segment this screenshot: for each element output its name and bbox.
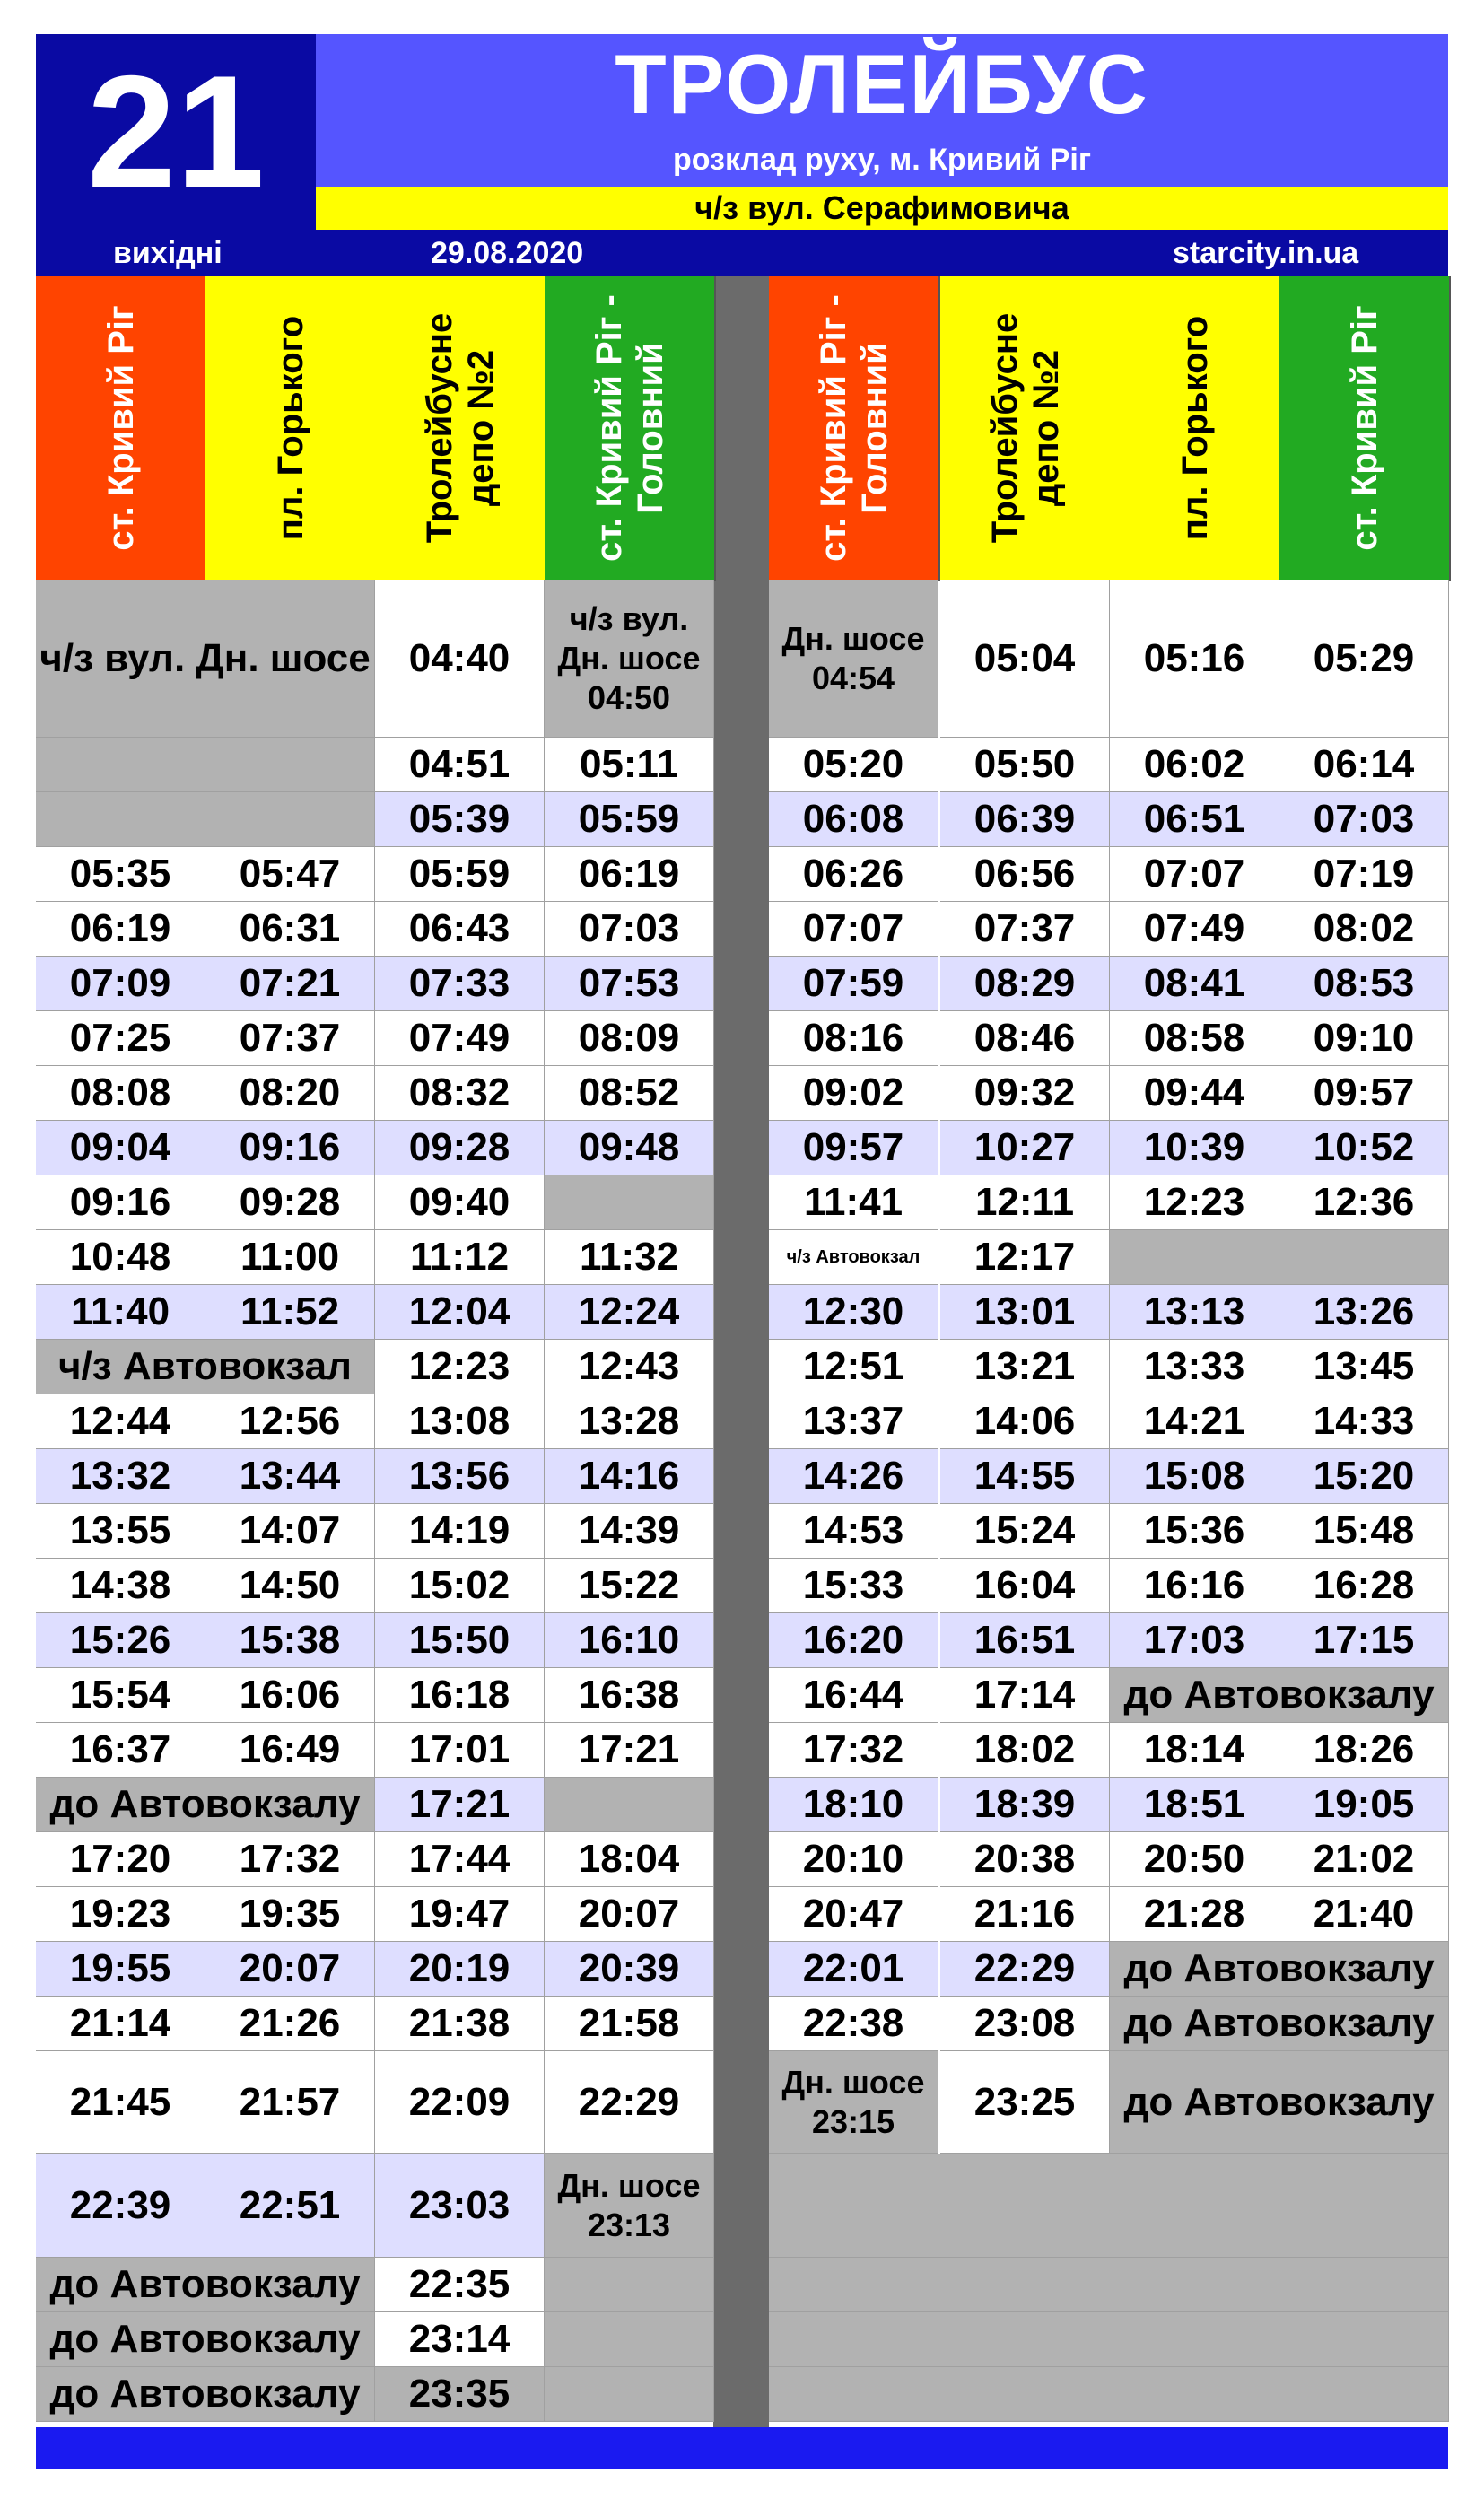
departure-time: 09:28 bbox=[205, 1175, 375, 1230]
departure-time: 08:09 bbox=[545, 1011, 714, 1066]
departure-time: 12:24 bbox=[545, 1285, 714, 1340]
departure-time: 13:56 bbox=[375, 1449, 545, 1504]
departure-time: 16:16 bbox=[1110, 1559, 1279, 1613]
departure-time: 07:49 bbox=[1110, 902, 1279, 957]
departure-time: 22:29 bbox=[940, 1942, 1110, 1997]
departure-time: 19:35 bbox=[205, 1887, 375, 1942]
departure-time: 20:10 bbox=[769, 1832, 938, 1887]
departure-time: 15:08 bbox=[1110, 1449, 1279, 1504]
departure-time: 08:41 bbox=[1110, 957, 1279, 1011]
stop-name: Тролейбусне депо №2 bbox=[419, 312, 501, 544]
footer-bar bbox=[36, 2427, 1448, 2469]
departure-time: 06:19 bbox=[545, 847, 714, 902]
departure-time: 12:51 bbox=[769, 1340, 938, 1394]
departure-time: 22:09 bbox=[375, 2051, 545, 2154]
departure-time: 21:26 bbox=[205, 1997, 375, 2051]
departure-time: 13:32 bbox=[36, 1449, 205, 1504]
schedule-date: 29.08.2020 bbox=[431, 236, 584, 270]
stop-name: пл. Горького bbox=[1174, 315, 1215, 541]
departure-time: 18:10 bbox=[769, 1778, 938, 1832]
departure-time: 16:18 bbox=[375, 1668, 545, 1723]
departure-time: 06:51 bbox=[1110, 792, 1279, 847]
departure-time: 12:11 bbox=[940, 1175, 1110, 1230]
departure-time: 13:55 bbox=[36, 1504, 205, 1559]
empty-cell bbox=[36, 738, 375, 792]
departure-time: 12:44 bbox=[36, 1394, 205, 1449]
departure-time: 06:02 bbox=[1110, 738, 1279, 792]
page-title: ТРОЛЕЙБУС bbox=[615, 37, 1149, 131]
route-note: до Автовокзалу bbox=[1110, 1997, 1449, 2051]
departure-time: 13:08 bbox=[375, 1394, 545, 1449]
page-subtitle: розклад руху, м. Кривий Ріг bbox=[672, 143, 1092, 177]
departure-time: 07:53 bbox=[545, 957, 714, 1011]
departure-time: 08:08 bbox=[36, 1066, 205, 1121]
route-note: до Автовокзалу bbox=[36, 2312, 375, 2367]
departure-time: 17:44 bbox=[375, 1832, 545, 1887]
departure-time: 09:32 bbox=[940, 1066, 1110, 1121]
departure-time: 08:02 bbox=[1279, 902, 1449, 957]
departure-time: 19:23 bbox=[36, 1887, 205, 1942]
departure-time: 06:43 bbox=[375, 902, 545, 957]
departure-time: 11:40 bbox=[36, 1285, 205, 1340]
departure-time: 07:07 bbox=[1110, 847, 1279, 902]
departure-time: 14:06 bbox=[940, 1394, 1110, 1449]
departure-time: 12:23 bbox=[375, 1340, 545, 1394]
departure-time: 13:21 bbox=[940, 1340, 1110, 1394]
departure-time: 21:02 bbox=[1279, 1832, 1449, 1887]
departure-time: 17:01 bbox=[375, 1723, 545, 1778]
departure-time: 05:11 bbox=[545, 738, 714, 792]
departure-time: 11:41 bbox=[769, 1175, 938, 1230]
departure-time: 16:20 bbox=[769, 1613, 938, 1668]
departure-time: 07:59 bbox=[769, 957, 938, 1011]
departure-time: 08:16 bbox=[769, 1011, 938, 1066]
departure-time: 21:57 bbox=[205, 2051, 375, 2154]
departure-time: 14:19 bbox=[375, 1504, 545, 1559]
departure-time: 07:33 bbox=[375, 957, 545, 1011]
departure-time: 15:26 bbox=[36, 1613, 205, 1668]
stop-name: ст. Кривий Ріг bbox=[1344, 305, 1384, 551]
departure-time: 21:38 bbox=[375, 1997, 545, 2051]
empty-cell bbox=[769, 2154, 1449, 2258]
departure-time: 18:04 bbox=[545, 1832, 714, 1887]
departure-time: 13:01 bbox=[940, 1285, 1110, 1340]
departure-time: 09:04 bbox=[36, 1121, 205, 1175]
departure-time: 15:48 bbox=[1279, 1504, 1449, 1559]
departure-time: 05:39 bbox=[375, 792, 545, 847]
stop-header bbox=[205, 276, 377, 581]
departure-time: 15:24 bbox=[940, 1504, 1110, 1559]
departure-time: 06:14 bbox=[1279, 738, 1449, 792]
departure-time: 12:43 bbox=[545, 1340, 714, 1394]
departure-time: 22:01 bbox=[769, 1942, 938, 1997]
departure-time: 16:28 bbox=[1279, 1559, 1449, 1613]
stop-name: ст. Кривий Ріг - Головний bbox=[589, 294, 670, 562]
departure-time: 05:50 bbox=[940, 738, 1110, 792]
departure-time: 12:23 bbox=[1110, 1175, 1279, 1230]
stop-header bbox=[940, 276, 1112, 581]
departure-time: 14:26 bbox=[769, 1449, 938, 1504]
departure-time: 15:02 bbox=[375, 1559, 545, 1613]
departure-time: 12:30 bbox=[769, 1285, 938, 1340]
departure-time: 14:16 bbox=[545, 1449, 714, 1504]
departure-time: 20:39 bbox=[545, 1942, 714, 1997]
departure-time: 17:20 bbox=[36, 1832, 205, 1887]
empty-cell bbox=[545, 1175, 714, 1230]
day-type: вихідні bbox=[113, 236, 223, 270]
departure-time: 21:58 bbox=[545, 1997, 714, 2051]
departure-time: 05:16 bbox=[1110, 580, 1279, 738]
departure-time: 20:38 bbox=[940, 1832, 1110, 1887]
departure-time: 16:38 bbox=[545, 1668, 714, 1723]
departure-time: 13:13 bbox=[1110, 1285, 1279, 1340]
departure-time: 09:10 bbox=[1279, 1011, 1449, 1066]
departure-time: 09:57 bbox=[1279, 1066, 1449, 1121]
departure-time: 18:14 bbox=[1110, 1723, 1279, 1778]
departure-time: 05:29 bbox=[1279, 580, 1449, 738]
departure-time: 07:37 bbox=[940, 902, 1110, 957]
departure-time: 07:09 bbox=[36, 957, 205, 1011]
departure-time: 23:14 bbox=[375, 2312, 545, 2367]
departure-time: 14:39 bbox=[545, 1504, 714, 1559]
empty-cell bbox=[545, 2258, 714, 2312]
departure-time: 07:03 bbox=[1279, 792, 1449, 847]
departure-time: 05:20 bbox=[769, 738, 938, 792]
route-note: до Автовокзалу bbox=[36, 2367, 375, 2422]
route-note: Дн. шосе 23:13 bbox=[545, 2154, 714, 2258]
stop-name: ст. Кривий Ріг - Головний bbox=[813, 294, 895, 562]
departure-time: 11:32 bbox=[545, 1230, 714, 1285]
empty-cell bbox=[769, 2258, 1449, 2312]
departure-time: 22:39 bbox=[36, 2154, 205, 2258]
departure-time: 08:29 bbox=[940, 957, 1110, 1011]
departure-time: 06:31 bbox=[205, 902, 375, 957]
departure-time: 11:00 bbox=[205, 1230, 375, 1285]
stop-header bbox=[769, 276, 940, 581]
departure-time: 07:19 bbox=[1279, 847, 1449, 902]
departure-time: 09:16 bbox=[36, 1175, 205, 1230]
departure-time: 22:51 bbox=[205, 2154, 375, 2258]
empty-cell bbox=[769, 2367, 1449, 2422]
departure-time: 17:32 bbox=[769, 1723, 938, 1778]
empty-cell bbox=[545, 1778, 714, 1832]
departure-time: 09:02 bbox=[769, 1066, 938, 1121]
departure-time: 05:35 bbox=[36, 847, 205, 902]
title-banner bbox=[316, 34, 1448, 187]
departure-time: 15:38 bbox=[205, 1613, 375, 1668]
departure-time: 19:05 bbox=[1279, 1778, 1449, 1832]
departure-time: 05:59 bbox=[545, 792, 714, 847]
departure-time: 14:21 bbox=[1110, 1394, 1279, 1449]
departure-time: 23:35 bbox=[375, 2367, 545, 2422]
departure-time: 09:57 bbox=[769, 1121, 938, 1175]
departure-time: 10:27 bbox=[940, 1121, 1110, 1175]
departure-time: 07:49 bbox=[375, 1011, 545, 1066]
departure-time: 06:56 bbox=[940, 847, 1110, 902]
via-street: ч/з вул. Серафимовича bbox=[316, 187, 1448, 230]
departure-time: 08:52 bbox=[545, 1066, 714, 1121]
stop-header bbox=[375, 276, 546, 581]
departure-time: 08:46 bbox=[940, 1011, 1110, 1066]
departure-time: 16:44 bbox=[769, 1668, 938, 1723]
departure-time: 09:28 bbox=[375, 1121, 545, 1175]
departure-time: 17:03 bbox=[1110, 1613, 1279, 1668]
departure-time: 13:26 bbox=[1279, 1285, 1449, 1340]
direction-divider bbox=[713, 276, 769, 2427]
departure-time: 08:58 bbox=[1110, 1011, 1279, 1066]
departure-time: 09:44 bbox=[1110, 1066, 1279, 1121]
route-note: до Автовокзалу bbox=[36, 2258, 375, 2312]
departure-time: 08:53 bbox=[1279, 957, 1449, 1011]
departure-time: 09:16 bbox=[205, 1121, 375, 1175]
departure-time: 15:20 bbox=[1279, 1449, 1449, 1504]
departure-time: 12:04 bbox=[375, 1285, 545, 1340]
stop-header bbox=[1110, 276, 1281, 581]
departure-time: 14:53 bbox=[769, 1504, 938, 1559]
departure-time: 21:14 bbox=[36, 1997, 205, 2051]
departure-time: 08:20 bbox=[205, 1066, 375, 1121]
departure-time: 07:21 bbox=[205, 957, 375, 1011]
stop-name: ст. Кривий Ріг bbox=[100, 305, 141, 551]
departure-time: 21:16 bbox=[940, 1887, 1110, 1942]
departure-time: 20:19 bbox=[375, 1942, 545, 1997]
empty-cell bbox=[769, 2312, 1449, 2367]
departure-time: 13:33 bbox=[1110, 1340, 1279, 1394]
departure-time: 12:36 bbox=[1279, 1175, 1449, 1230]
departure-time: 17:15 bbox=[1279, 1613, 1449, 1668]
departure-time: 12:17 bbox=[940, 1230, 1110, 1285]
departure-time: 09:48 bbox=[545, 1121, 714, 1175]
departure-time: 17:32 bbox=[205, 1832, 375, 1887]
departure-time: 20:07 bbox=[545, 1887, 714, 1942]
departure-time: 05:47 bbox=[205, 847, 375, 902]
route-note: до Автовокзалу bbox=[1110, 2051, 1449, 2154]
departure-time: 21:40 bbox=[1279, 1887, 1449, 1942]
departure-time: 11:12 bbox=[375, 1230, 545, 1285]
departure-time: 10:48 bbox=[36, 1230, 205, 1285]
departure-time: 19:55 bbox=[36, 1942, 205, 1997]
route-number: 21 bbox=[36, 34, 316, 230]
stop-name: Тролейбусне депо №2 bbox=[984, 312, 1066, 544]
departure-time: 07:37 bbox=[205, 1011, 375, 1066]
stop-header bbox=[36, 276, 207, 581]
departure-time: 07:03 bbox=[545, 902, 714, 957]
departure-time: 14:50 bbox=[205, 1559, 375, 1613]
departure-time: 23:03 bbox=[375, 2154, 545, 2258]
info-bar bbox=[36, 230, 1448, 276]
departure-time: 23:25 bbox=[940, 2051, 1110, 2154]
departure-time: 06:26 bbox=[769, 847, 938, 902]
departure-time: 22:35 bbox=[375, 2258, 545, 2312]
departure-time: 09:40 bbox=[375, 1175, 545, 1230]
departure-time: 22:29 bbox=[545, 2051, 714, 2154]
departure-time: 17:21 bbox=[375, 1778, 545, 1832]
departure-time: 10:52 bbox=[1279, 1121, 1449, 1175]
departure-time: 07:07 bbox=[769, 902, 938, 957]
website-link[interactable]: starcity.in.ua bbox=[1173, 236, 1359, 270]
departure-time: 10:39 bbox=[1110, 1121, 1279, 1175]
stop-header bbox=[1279, 276, 1451, 581]
departure-time: 04:40 bbox=[375, 580, 545, 738]
departure-time: 16:37 bbox=[36, 1723, 205, 1778]
departure-time: 16:49 bbox=[205, 1723, 375, 1778]
departure-time: 12:56 bbox=[205, 1394, 375, 1449]
departure-time: 06:19 bbox=[36, 902, 205, 957]
departure-time: 17:14 bbox=[940, 1668, 1110, 1723]
departure-time: 18:39 bbox=[940, 1778, 1110, 1832]
route-note: до Автовокзалу bbox=[1110, 1942, 1449, 1997]
departure-time: 05:04 bbox=[940, 580, 1110, 738]
empty-cell bbox=[545, 2367, 714, 2422]
stop-header bbox=[545, 276, 716, 581]
departure-time: 13:28 bbox=[545, 1394, 714, 1449]
departure-time: 07:25 bbox=[36, 1011, 205, 1066]
departure-time: 06:08 bbox=[769, 792, 938, 847]
empty-cell bbox=[1110, 1230, 1449, 1285]
departure-time: 23:08 bbox=[940, 1997, 1110, 2051]
departure-time: 14:07 bbox=[205, 1504, 375, 1559]
departure-time: 13:44 bbox=[205, 1449, 375, 1504]
departure-time: 15:22 bbox=[545, 1559, 714, 1613]
departure-time: 16:51 bbox=[940, 1613, 1110, 1668]
stop-name: пл. Горького bbox=[270, 315, 310, 541]
departure-time: 08:32 bbox=[375, 1066, 545, 1121]
departure-time: 21:45 bbox=[36, 2051, 205, 2154]
departure-time: 15:36 bbox=[1110, 1504, 1279, 1559]
departure-time: 13:45 bbox=[1279, 1340, 1449, 1394]
departure-time: 20:50 bbox=[1110, 1832, 1279, 1887]
route-note: ч/з вул. Дн. шосе bbox=[36, 580, 375, 738]
departure-time: 14:38 bbox=[36, 1559, 205, 1613]
departure-time: 16:10 bbox=[545, 1613, 714, 1668]
departure-time: 20:47 bbox=[769, 1887, 938, 1942]
departure-time: 11:52 bbox=[205, 1285, 375, 1340]
departure-time: 18:26 bbox=[1279, 1723, 1449, 1778]
departure-time: 06:39 bbox=[940, 792, 1110, 847]
route-note: ч/з Автовокзал bbox=[769, 1230, 938, 1285]
departure-time: 13:37 bbox=[769, 1394, 938, 1449]
departure-time: 18:02 bbox=[940, 1723, 1110, 1778]
departure-time: 15:54 bbox=[36, 1668, 205, 1723]
route-note: Дн. шосе 23:15 bbox=[769, 2051, 938, 2154]
empty-cell bbox=[36, 792, 375, 847]
route-note: Дн. шосе 04:54 bbox=[769, 580, 938, 738]
departure-time: 20:07 bbox=[205, 1942, 375, 1997]
departure-time: 15:50 bbox=[375, 1613, 545, 1668]
departure-time: 17:21 bbox=[545, 1723, 714, 1778]
departure-time: 21:28 bbox=[1110, 1887, 1279, 1942]
departure-time: 14:55 bbox=[940, 1449, 1110, 1504]
departure-time: 16:04 bbox=[940, 1559, 1110, 1613]
departure-time: 04:51 bbox=[375, 738, 545, 792]
route-note: ч/з вул. Дн. шосе 04:50 bbox=[545, 580, 714, 738]
departure-time: 19:47 bbox=[375, 1887, 545, 1942]
route-note: ч/з Автовокзал bbox=[36, 1340, 375, 1394]
route-note: до Автовокзалу bbox=[1110, 1668, 1449, 1723]
departure-time: 18:51 bbox=[1110, 1778, 1279, 1832]
empty-cell bbox=[545, 2312, 714, 2367]
departure-time: 05:59 bbox=[375, 847, 545, 902]
departure-time: 14:33 bbox=[1279, 1394, 1449, 1449]
route-note: до Автовокзалу bbox=[36, 1778, 375, 1832]
departure-time: 15:33 bbox=[769, 1559, 938, 1613]
departure-time: 22:38 bbox=[769, 1997, 938, 2051]
departure-time: 16:06 bbox=[205, 1668, 375, 1723]
